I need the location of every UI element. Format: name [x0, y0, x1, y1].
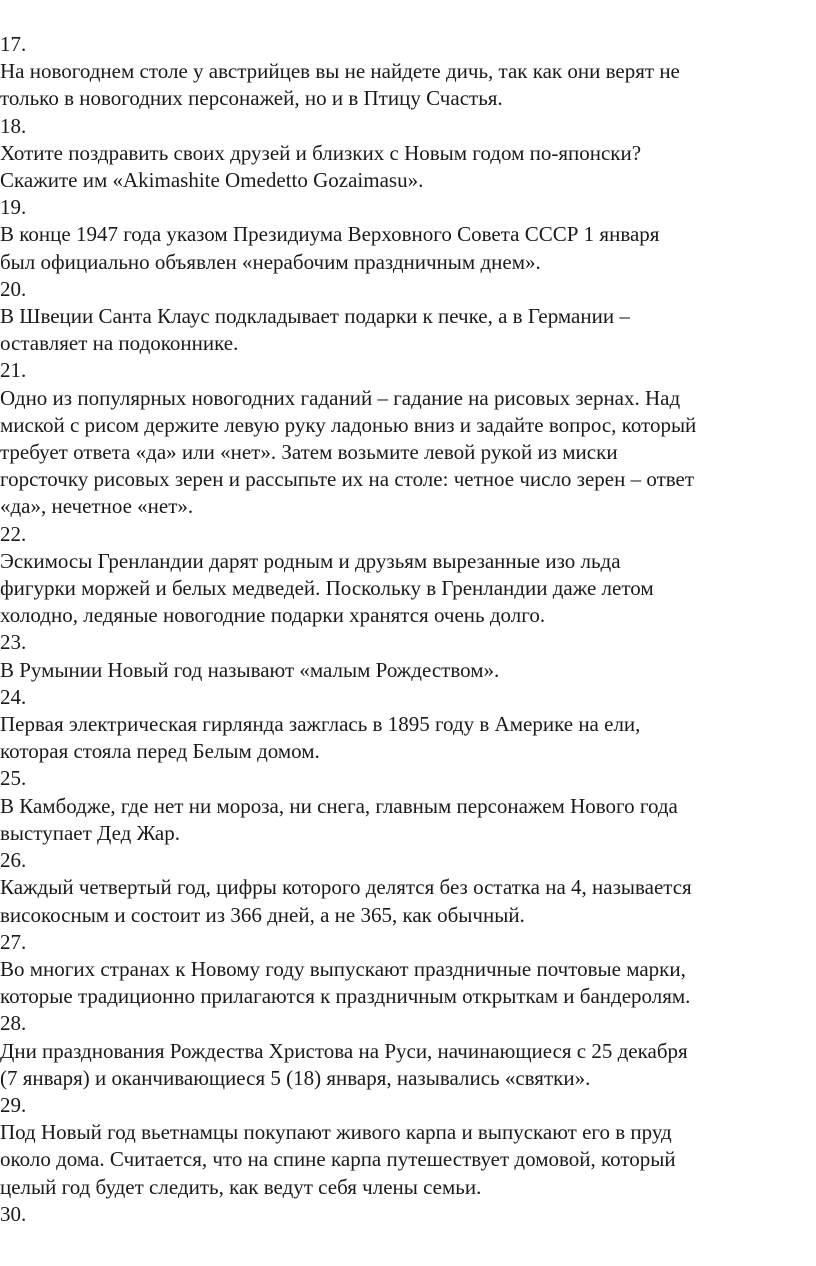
fact-item [0, 521, 816, 630]
fact-number: 21. [0, 358, 27, 383]
fact-text-line: Каждый четвертый год, цифры которого делятся без остатка на 4, называется [0, 875, 692, 900]
fact-number: 29. [0, 1092, 27, 1117]
fact-text-line: Одно из популярных новогодних гаданий – гадание на рисовых зернах. Над [0, 385, 681, 410]
fact-number: 17. [0, 32, 27, 56]
fact-text-line: которые традиционно прилагаются к праздничным открыткам и бандеролям. [0, 984, 691, 1009]
fact-item [0, 31, 816, 113]
fact-text-line: миской с рисом держите левую руку ладонью вниз и задайте вопрос, который [0, 412, 697, 437]
fact-item [0, 684, 816, 766]
fact-number: 30. [0, 1201, 27, 1226]
document-body [0, 31, 816, 1228]
fact-text-line: только в новогодних персонажей, но и в Птицу Счастья. [0, 86, 503, 111]
fact-item [0, 765, 816, 847]
fact-item [0, 113, 816, 195]
fact-text-line: В Швеции Санта Клаус подкладывает подарки к печке, а в Германии – [0, 304, 630, 329]
fact-text-line: В Камбодже, где нет ни мороза, ни снега, главным персонажем Нового года [0, 793, 678, 818]
fact-text-line: Эскимосы Гренландии дарят родным и друзьям вырезанные изо льда [0, 548, 621, 573]
fact-item [0, 1010, 816, 1092]
fact-text-line: високосным и состоит из 366 дней, а не 365, как обычный. [0, 902, 525, 927]
fact-text-line: фигурки моржей и белых медведей. Поскольку в Гренландии даже летом [0, 576, 654, 601]
fact-text-line: целый год будет следить, как ведут себя члены семьи. [0, 1174, 482, 1199]
fact-text-line: оставляет на подоконнике. [0, 331, 239, 356]
fact-text-line: был официально объявлен «нерабочим праздничным днем». [0, 249, 541, 274]
fact-number: 27. [0, 929, 27, 954]
fact-text-line: В Румынии Новый год называют «малым Рождеством». [0, 657, 500, 682]
fact-text-line: требует ответа «да» или «нет». Затем возьмите левой рукой из миски [0, 440, 618, 465]
fact-text-line: Хотите поздравить своих друзей и близких с Новым годом по-японски? [0, 140, 642, 165]
fact-number: 19. [0, 195, 27, 220]
fact-text-line: горсточку рисовых зерен и рассыпьте их на столе: четное число зерен – ответ [0, 467, 695, 492]
fact-number: 18. [0, 113, 27, 138]
fact-number: 20. [0, 276, 27, 301]
fact-text-line: «да», нечетное «нет». [0, 494, 194, 519]
fact-item [0, 276, 816, 358]
fact-text-line: Первая электрическая гирлянда зажглась в 1895 году в Америке на ели, [0, 712, 641, 737]
fact-text-line: которая стояла перед Белым домом. [0, 739, 320, 764]
fact-text-line: (7 января) и оканчивающиеся 5 (18) января, назывались «святки». [0, 1065, 591, 1090]
fact-item [0, 1201, 816, 1228]
fact-number: 24. [0, 684, 27, 709]
fact-text-line: около дома. Считается, что на спине карпа путешествует домовой, который [0, 1147, 676, 1172]
fact-text-line: В конце 1947 года указом Президиума Верховного Совета СССР 1 января [0, 222, 660, 247]
fact-number: 26. [0, 848, 27, 873]
fact-item [0, 1092, 816, 1201]
fact-text-line: Во многих странах к Новому году выпускают праздничные почтовые марки, [0, 956, 686, 981]
fact-number: 28. [0, 1011, 27, 1036]
fact-item [0, 929, 816, 1011]
fact-text-line: На новогоднем столе у австрийцев вы не найдете дичь, так как они верят не [0, 59, 680, 84]
fact-number: 23. [0, 630, 27, 655]
fact-text-line: Под Новый год вьетнамцы покупают живого карпа и выпускают его в пруд [0, 1120, 672, 1145]
fact-item [0, 629, 816, 683]
fact-text-line: Скажите им «Akimashite Omedetto Gozaimasu». [0, 168, 424, 193]
fact-number: 22. [0, 521, 27, 546]
fact-text-line: холодно, ледяные новогодние подарки хранятся очень долго. [0, 603, 546, 628]
fact-number: 25. [0, 766, 27, 791]
fact-text-line: Дни празднования Рождества Христова на Руси, начинающиеся с 25 декабря [0, 1038, 688, 1063]
fact-item [0, 357, 816, 520]
fact-item [0, 847, 816, 929]
fact-text-line: выступает Дед Жар. [0, 820, 180, 845]
fact-item [0, 194, 816, 276]
